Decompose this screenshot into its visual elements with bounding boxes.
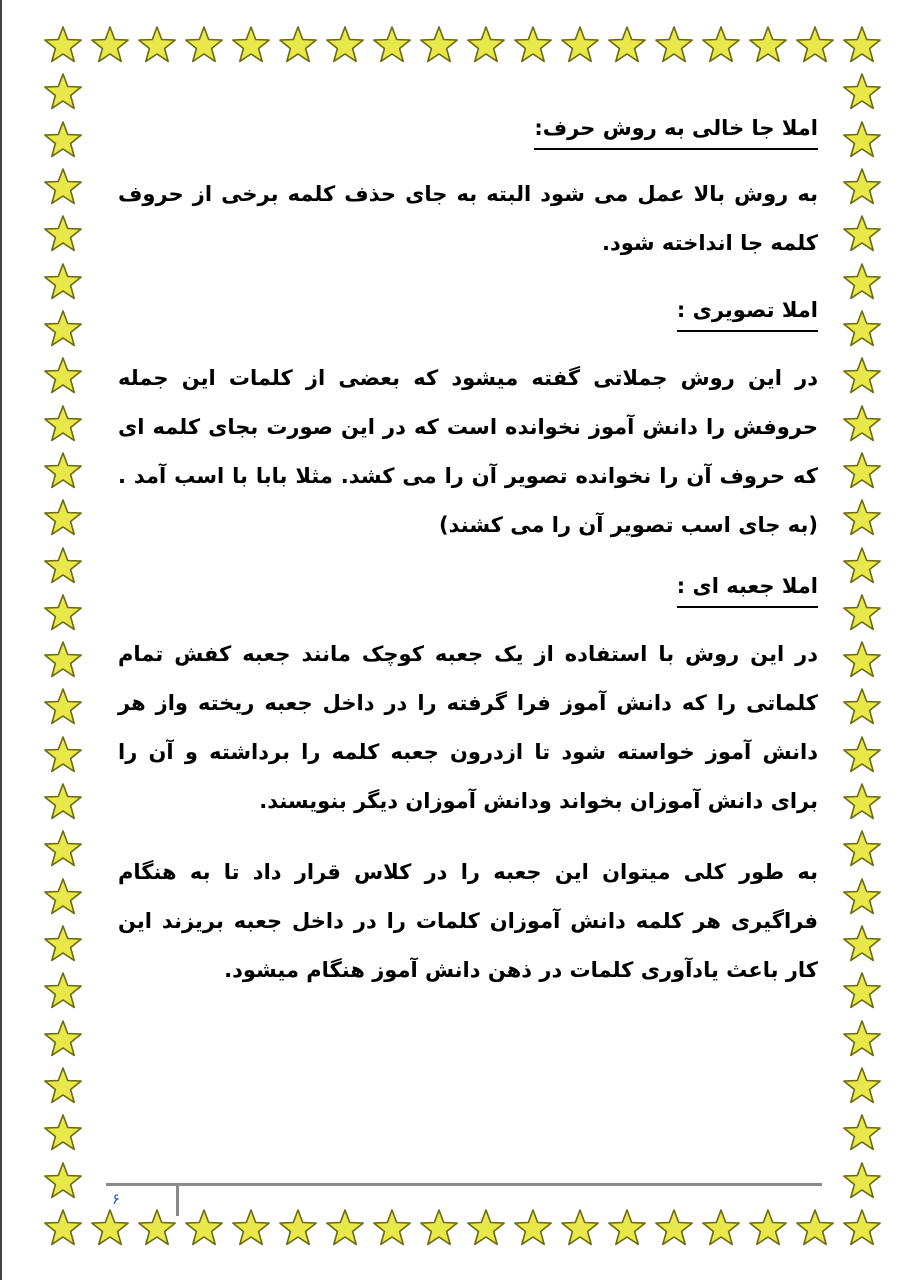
star-icon xyxy=(700,1207,742,1249)
star-icon xyxy=(42,686,84,728)
star-icon xyxy=(841,734,883,776)
star-icon xyxy=(512,24,554,66)
star-icon xyxy=(324,1207,366,1249)
section-heading-letter-blanks: املا جا خالی به روش حرف: xyxy=(534,116,818,150)
star-icon xyxy=(277,1207,319,1249)
star-icon xyxy=(841,1207,883,1249)
star-icon xyxy=(841,545,883,587)
star-icon xyxy=(42,166,84,208)
star-icon xyxy=(42,545,84,587)
star-icon xyxy=(42,1207,84,1249)
star-icon xyxy=(42,828,84,870)
paragraph-letter-blanks: به روش بالا عمل می شود البته به جای حذف کلمه برخی از حروف کلمه جا انداخته شود. xyxy=(118,182,818,255)
star-icon xyxy=(841,592,883,634)
star-icon xyxy=(841,497,883,539)
star-icon xyxy=(324,24,366,66)
star-icon xyxy=(841,639,883,681)
star-icon xyxy=(183,1207,225,1249)
page-number: ۶ xyxy=(112,1190,121,1208)
star-icon xyxy=(42,261,84,303)
paragraph-picture-dictation: در این روش جملاتی گفته میشود که بعضی از کلمات این جمله حروفش را دانش آموز نخوانده است که در این صورت بجای کلمه ای که حروف آن را نخوانده تصویر آن را می کشد. مثلا بابا با اسب آمد .(به جای اسب تصویر آن را می کشند) xyxy=(118,366,818,537)
star-icon xyxy=(42,450,84,492)
star-icon xyxy=(42,71,84,113)
star-icon xyxy=(653,1207,695,1249)
star-icon xyxy=(559,1207,601,1249)
star-icon xyxy=(42,923,84,965)
star-icon xyxy=(183,24,225,66)
star-icon xyxy=(653,24,695,66)
star-icon xyxy=(230,1207,272,1249)
star-icon xyxy=(42,1112,84,1154)
document-body xyxy=(118,108,818,995)
star-icon xyxy=(42,592,84,634)
star-icon xyxy=(371,24,413,66)
star-icon xyxy=(841,1018,883,1060)
star-icon xyxy=(42,119,84,161)
star-icon xyxy=(841,308,883,350)
star-icon xyxy=(606,1207,648,1249)
star-icon xyxy=(841,24,883,66)
star-icon xyxy=(841,261,883,303)
star-icon xyxy=(841,450,883,492)
star-icon xyxy=(42,970,84,1012)
star-icon xyxy=(42,213,84,255)
star-icon xyxy=(230,24,272,66)
star-icon xyxy=(42,24,84,66)
star-icon xyxy=(747,24,789,66)
star-icon xyxy=(794,1207,836,1249)
section-heading-box-dictation: املا جعبه ای : xyxy=(677,574,818,608)
star-icon xyxy=(418,24,460,66)
star-icon xyxy=(42,876,84,918)
star-icon xyxy=(841,119,883,161)
star-icon xyxy=(841,686,883,728)
star-icon xyxy=(136,24,178,66)
star-icon xyxy=(42,781,84,823)
star-icon xyxy=(465,1207,507,1249)
star-icon xyxy=(42,355,84,397)
star-icon xyxy=(512,1207,554,1249)
star-icon xyxy=(89,1207,131,1249)
footer-tick xyxy=(176,1186,179,1216)
star-icon xyxy=(794,24,836,66)
star-icon xyxy=(841,403,883,445)
star-icon xyxy=(42,1160,84,1202)
star-icon xyxy=(42,639,84,681)
star-icon xyxy=(42,734,84,776)
star-icon xyxy=(89,24,131,66)
star-icon xyxy=(42,497,84,539)
star-icon xyxy=(136,1207,178,1249)
star-icon xyxy=(841,781,883,823)
star-icon xyxy=(747,1207,789,1249)
footer-rule xyxy=(106,1183,822,1186)
star-icon xyxy=(841,828,883,870)
star-icon xyxy=(42,403,84,445)
star-icon xyxy=(700,24,742,66)
star-icon xyxy=(418,1207,460,1249)
star-icon xyxy=(42,1018,84,1060)
star-icon xyxy=(606,24,648,66)
star-icon xyxy=(371,1207,413,1249)
star-icon xyxy=(841,1160,883,1202)
star-icon xyxy=(841,71,883,113)
star-icon xyxy=(841,1065,883,1107)
star-icon xyxy=(841,355,883,397)
section-heading-picture-dictation: املا تصویری : xyxy=(677,298,818,332)
star-icon xyxy=(841,166,883,208)
star-icon xyxy=(277,24,319,66)
star-icon xyxy=(42,308,84,350)
paragraph-box-dictation-general: به طور کلی میتوان این جعبه را در کلاس قرار داد تا به هنگام فراگیری هر کلمه دانش آموزان کلمات را در داخل جعبه بریزند این کار باعث یادآوری کلمات در ذهن دانش آموز هنگام میشود. xyxy=(118,860,818,982)
star-icon xyxy=(841,923,883,965)
star-icon xyxy=(42,1065,84,1107)
star-icon xyxy=(841,213,883,255)
star-icon xyxy=(465,24,507,66)
paragraph-box-dictation: در این روش با استفاده از یک جعبه کوچک مانند جعبه کفش تمام کلماتی را که دانش آموز فرا گرفته را در داخل جعبه ریخته واز هر دانش آموز خواسته شود تا ازدرون جعبه کلمه را برداشته و آن را برای دانش آموزان بخواند ودانش آموزان دیگر بنویسند. xyxy=(118,642,818,813)
star-icon xyxy=(841,970,883,1012)
star-icon xyxy=(841,876,883,918)
star-icon xyxy=(559,24,601,66)
star-icon xyxy=(841,1112,883,1154)
